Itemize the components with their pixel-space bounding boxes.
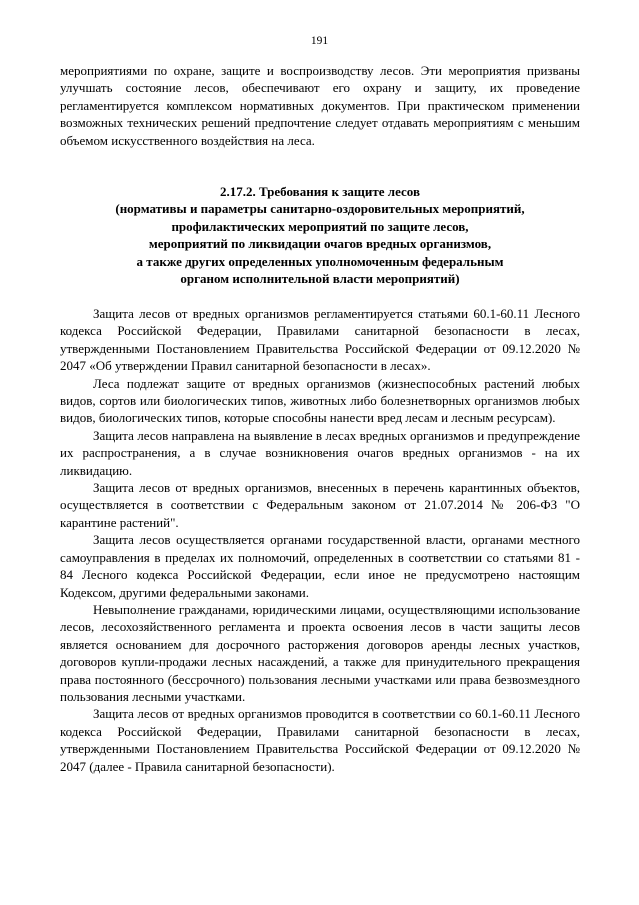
body-paragraph: Леса подлежат защите от вредных организмов (жизнеспособных растений любых видов, сортов или биологических типов, животных либо болезнетворных организмов любых видов, биологических типов, которые способны нанести вред лесам и лесным ресурсам). bbox=[60, 375, 580, 426]
heading-line: 2.17.2. Требования к защите лесов bbox=[220, 184, 420, 199]
section-heading bbox=[60, 183, 580, 287]
page-number: 191 bbox=[310, 35, 329, 47]
heading-line: органом исполнительной власти мероприятий) bbox=[180, 271, 460, 287]
body-paragraph: Защита лесов от вредных организмов регламентируется статьями 60.1-60.11 Лесного кодекса Российской Федерации, Правилами санитарной безопасности в лесах, утвержденными Постановлением Правительства Российской Федерации от 09.12.2020 № 2047 «Об утверждении Правил санитарной безопасности в лесах». bbox=[60, 306, 580, 374]
body-paragraph: Защита лесов направлена на выявление в лесах вредных организмов и предупреждение их распространения, а в случае возникновения очагов вредных организмов - на их ликвидацию. bbox=[60, 427, 580, 478]
heading-line: (нормативы и параметры санитарно-оздоровительных мероприятий, bbox=[115, 201, 525, 217]
body-paragraph: Невыполнение гражданами, юридическими лицами, осуществляющими использование лесов, лесохозяйственного регламента и проекта освоения лесов в части защиты лесов является основанием для досрочного расторжения договоров аренды лесных участков, договоров купли-продажи лесных насаждений, а также для принудительного прекращения права постоянного (бессрочного) пользования лесными участками или права безвозмездного пользования лесными участками. bbox=[60, 601, 580, 704]
body-paragraph: Защита лесов осуществляется органами государственной власти, органами местного самоуправления в пределах их полномочий, определенных в соответствии со статьями 81 - 84 Лесного кодекса Российской Федерации, если иное не предусмотрено настоящим Кодексом, другими федеральными законами. bbox=[60, 532, 580, 600]
intro-section bbox=[60, 62, 580, 149]
heading-line: профилактических мероприятий по защите лесов, bbox=[171, 218, 469, 234]
heading-line: а также других определенных уполномоченным федеральным bbox=[136, 253, 504, 269]
heading-line: мероприятий по ликвидации очагов вредных организмов, bbox=[148, 236, 492, 252]
body-paragraph: Защита лесов от вредных организмов проводится в соответствии со 60.1-60.11 Лесного кодекса Российской Федерации, Правилами санитарной безопасности в лесах, утвержденными Постановлением Правительства Российской Федерации от 09.12.2020 № 2047 (далее - Правила санитарной безопасности). bbox=[60, 706, 580, 774]
body-paragraph: Защита лесов от вредных организмов, внесенных в перечень карантинных объектов, осуществляется в соответствии с Федеральным законом от 21.07.2014 № 206-ФЗ "О карантине растений". bbox=[60, 480, 580, 530]
intro-paragraph: мероприятиями по охране, защите и воспроизводству лесов. Эти мероприятия призваны улучшать состояние лесов, обеспечивают его охрану и защиту, их проведение регламентируется комплексом нормативных документов. При практическом применении возможных технических решений предпочтение следует отдавать мероприятиям с меньшим объемом искусственного воздействия на леса. bbox=[60, 63, 580, 148]
body-section bbox=[60, 305, 580, 775]
